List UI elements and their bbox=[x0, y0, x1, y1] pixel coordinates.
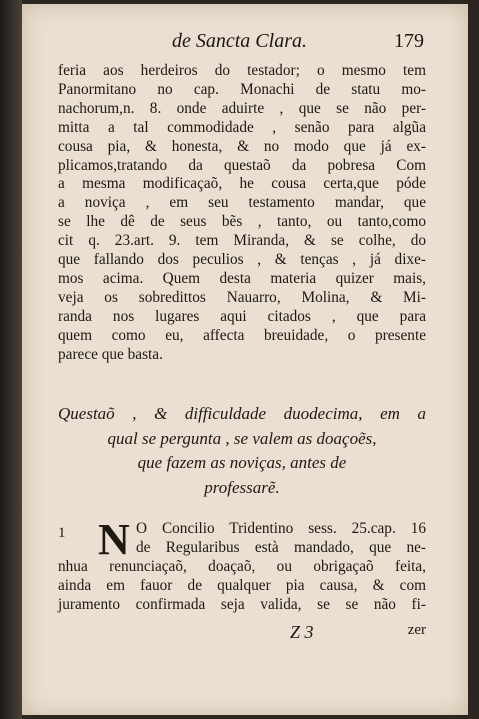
text-line: mitta a tal commodidade , senão para algũa bbox=[58, 118, 426, 136]
text-line: cousa pia, & honesta, & no modo que já ex- bbox=[58, 137, 426, 155]
heading-line: que fazem as noviças, antes de bbox=[137, 453, 347, 472]
text-line: que fallando dos peculios , & tenças , já dixe- bbox=[58, 251, 426, 269]
signature-mark: Z 3 bbox=[290, 622, 314, 642]
body-paragraph bbox=[58, 62, 426, 365]
text-line: Panormitano no cap. Monachi de statu mo- bbox=[58, 80, 426, 98]
text-line: a mesma modificaçaõ, he cousa certa,que póde bbox=[58, 175, 426, 193]
text-line: feria aos herdeiros do testador; o mesmo tem bbox=[58, 62, 426, 79]
text-line: plicamos,tratando da questaõ da pobresa Com bbox=[58, 156, 426, 174]
text-line: nachorum,n. 8. onde aduirte , que se não per- bbox=[58, 99, 426, 117]
text-line: O Concilio Tridentino sess. 25.cap. 16 bbox=[136, 520, 426, 537]
text-line: se lhe dê de seus bẽs , tanto, ou tanto,como bbox=[58, 213, 426, 231]
drop-cap: N bbox=[98, 515, 130, 564]
text-line: nhua renunciaçaõ, doaçaõ, ou obrigaçaõ feita, bbox=[58, 557, 426, 575]
running-head: de Sancta Clara. bbox=[172, 30, 307, 52]
book-gutter bbox=[0, 0, 22, 719]
heading-line: qual se pergunta , se valem as doaçoẽs, bbox=[107, 428, 377, 448]
text-line: randa nos lugares aqui citados , que para bbox=[58, 307, 426, 325]
page-footer bbox=[58, 622, 426, 646]
text-line: mos acima. Quem desta materia quizer mais, bbox=[58, 269, 426, 287]
page-header bbox=[22, 28, 468, 56]
heading-line: professarẽ. bbox=[204, 477, 280, 497]
text-line: de Regularibus està mandado, que ne- bbox=[136, 538, 426, 556]
text-line: veja os sobredittos Nauarro, Molina, & Mi- bbox=[58, 288, 426, 306]
text-line: ainda em fauor de qualquer pia causa, & com bbox=[58, 576, 426, 594]
heading-line: Questaõ , & difficuldade duodecima, em a bbox=[58, 404, 426, 423]
text-line: juramento confirmada seja valida, se se não fi- bbox=[58, 595, 426, 613]
catchword: zer bbox=[407, 622, 426, 638]
question-heading bbox=[58, 402, 426, 500]
text-line: parece que basta. bbox=[58, 345, 163, 363]
paragraph-number: 1 bbox=[58, 525, 66, 541]
section-paragraph bbox=[58, 515, 426, 615]
text-line: cit q. 23.art. 9. tem Miranda, & se colhe, do bbox=[58, 232, 426, 250]
text-line: quem como eu, affecta breuidade, o presente bbox=[58, 326, 426, 344]
page-number: 179 bbox=[394, 30, 424, 52]
book-page bbox=[22, 4, 468, 715]
text-line: a noviça , em seu testamento mandar, que bbox=[58, 194, 426, 212]
